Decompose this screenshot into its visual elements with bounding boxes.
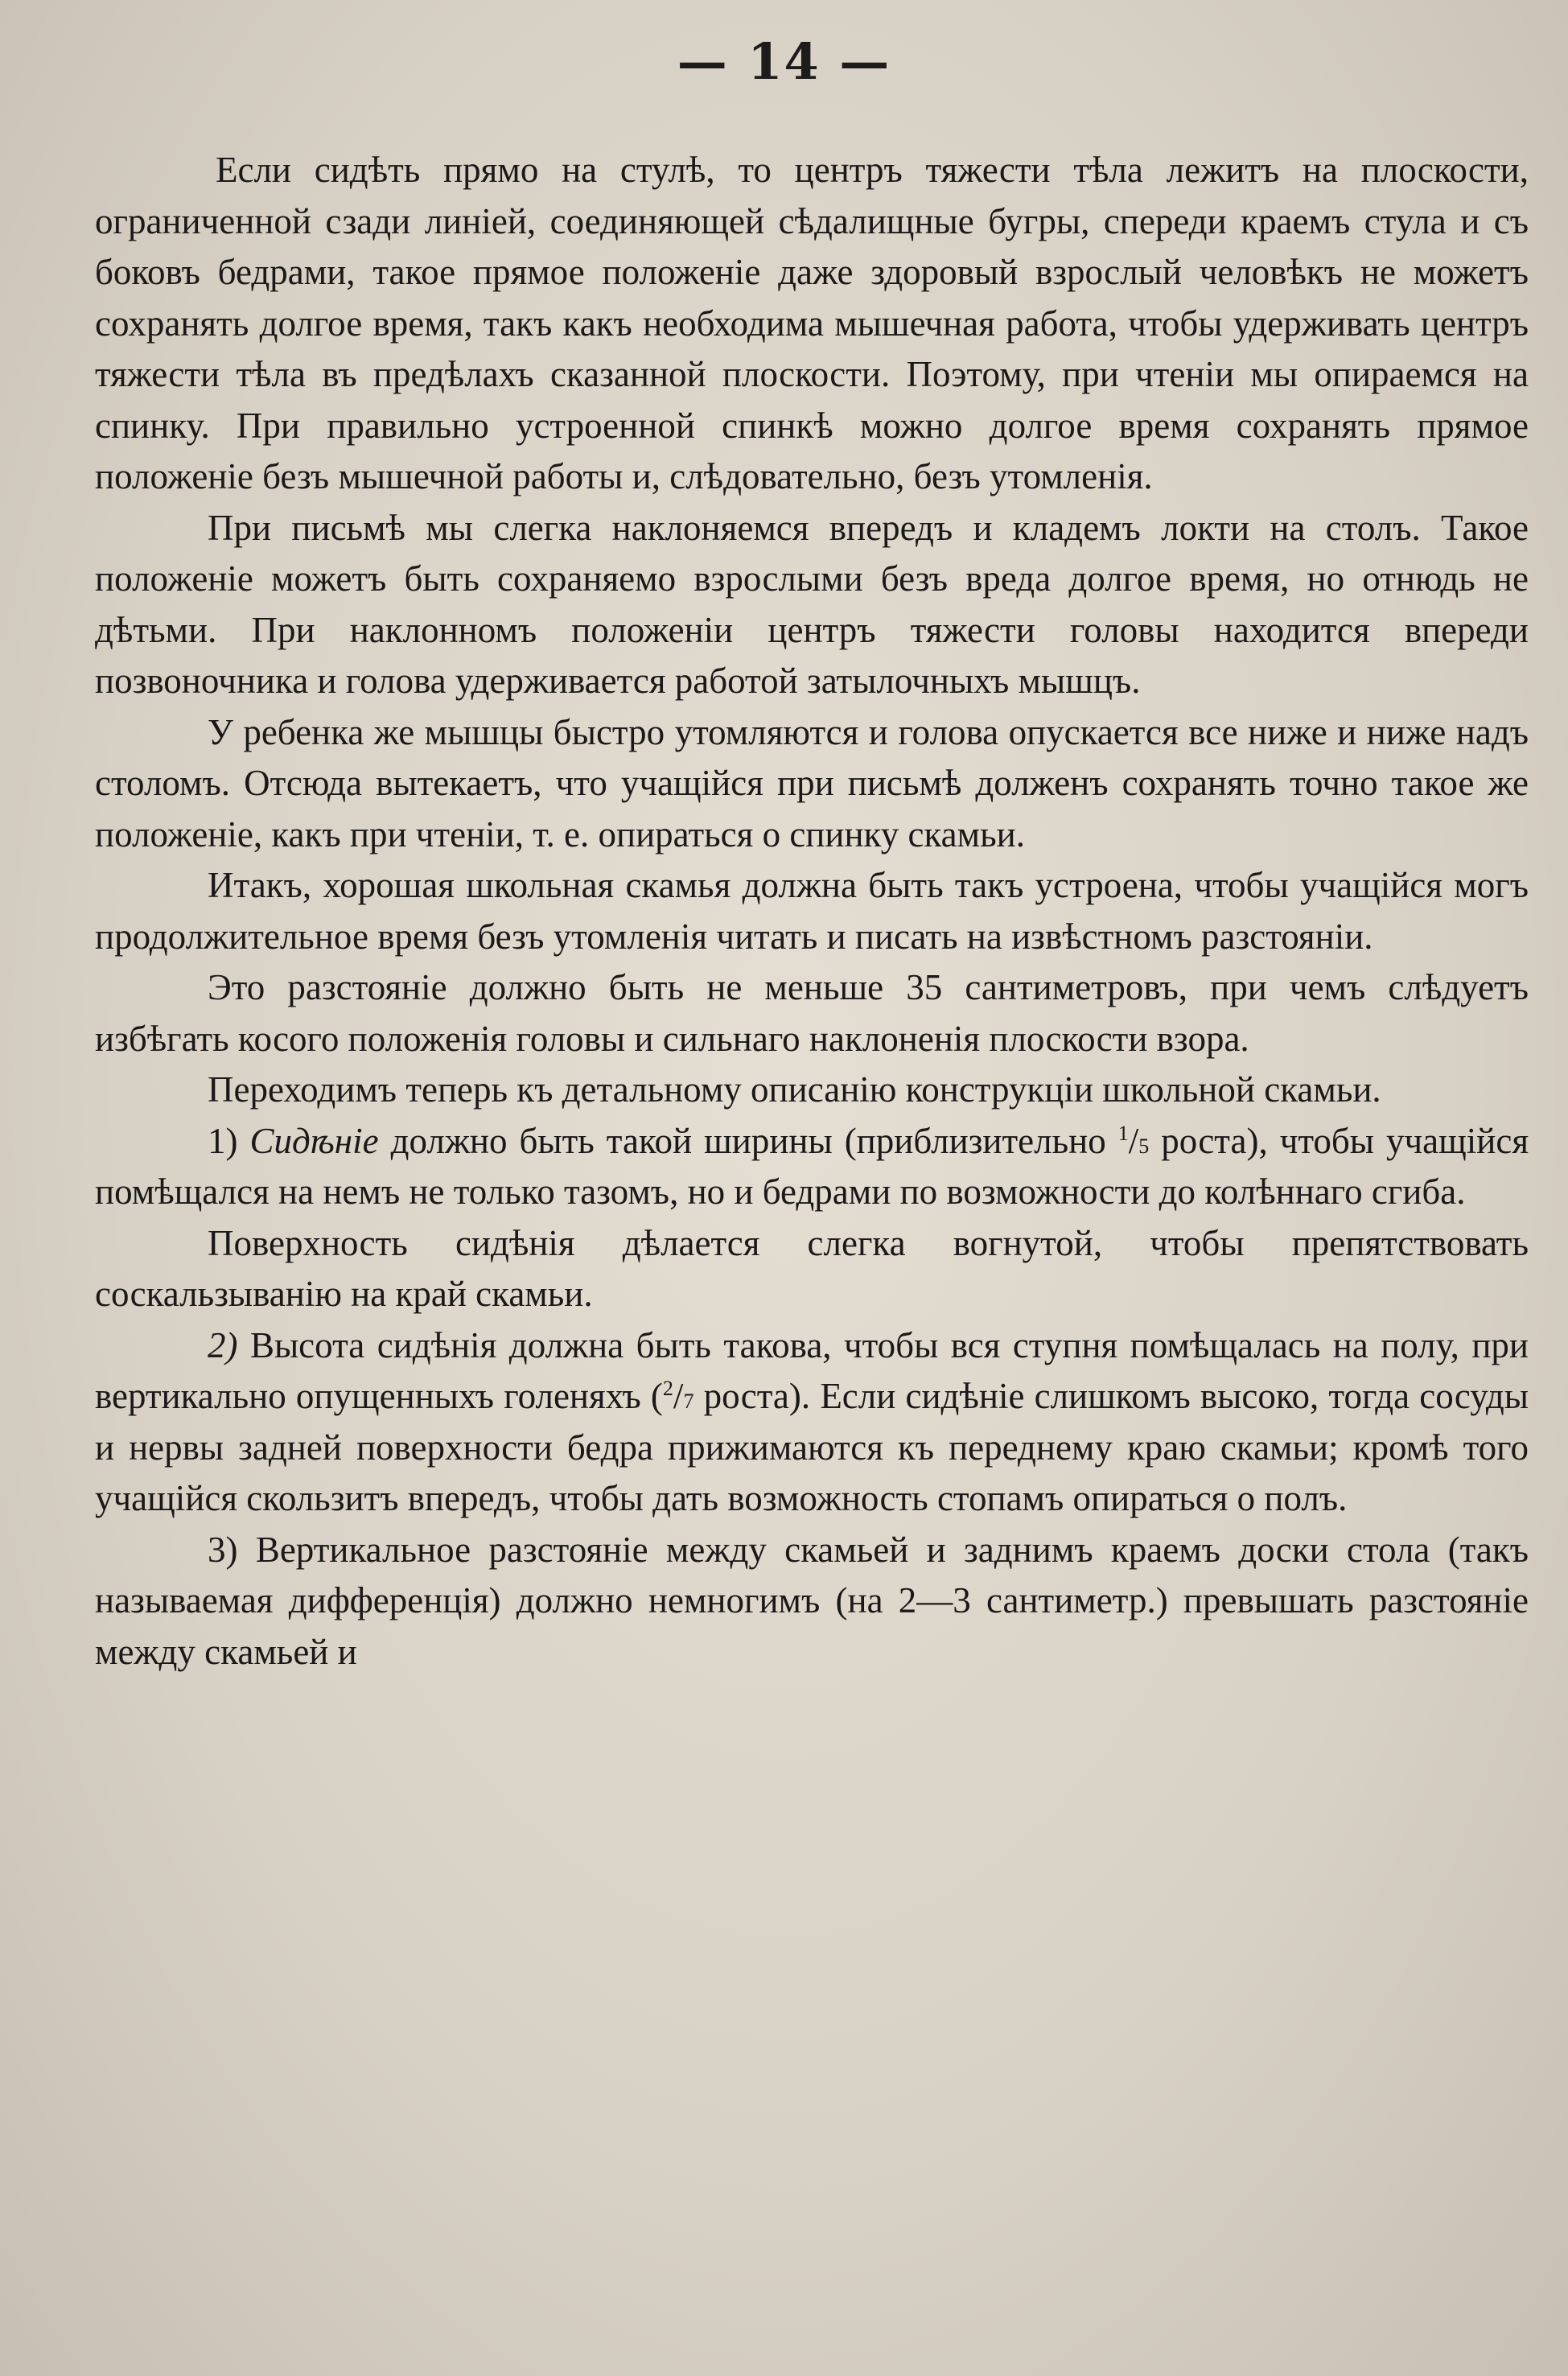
item-text-after: роста), чтобы учащійся помѣщался на немъ не только тазомъ, но и бедрами по возможности до колѣннаго сгиба. — [95, 1120, 1529, 1212]
item-text-before: Высота сидѣнія должна быть такова, чтобы вся ступня помѣщалась на полу, при вертикально опущенныхъ голеняхъ ( — [95, 1324, 1529, 1416]
page-number: — 14 — — [677, 32, 891, 91]
paragraph-6: Переходимъ теперь къ детальному описанію конструкціи школьной скамьи. — [208, 1069, 1381, 1110]
item-number: 2) — [208, 1324, 238, 1365]
paragraph-10 — [95, 1525, 1529, 1678]
item-number: 1) — [208, 1120, 238, 1161]
body-text — [95, 145, 1529, 1678]
paragraph-1: Если сидѣть прямо на стулѣ, то центръ тяжести тѣла лежитъ на плоскости, ограниченной сзади линіей, соединяющей сѣдалищные бугры, спереди краемъ стула и съ боковъ бедрами, такое прямое положеніе даже здоровый взрослый человѣкъ не можетъ сохранять долгое время, такъ какъ необходима мышечная работа, чтобы удерживать центръ тяжести тѣла въ предѣлахъ сказанной плоскости. Поэтому, при чтеніи мы опираемся на спинку. При правильно устроенной спинкѣ можно долгое время сохранять прямое положеніе безъ мышечной работы и, слѣдовательно, безъ утомленія. — [95, 150, 1529, 496]
fraction-denominator: 7 — [683, 1390, 694, 1413]
fraction-denominator: 5 — [1138, 1134, 1150, 1158]
item-term: Сидѣніе — [249, 1120, 379, 1161]
item-text-after: роста). Если сидѣніе слишкомъ высоко, тогда сосуды и нервы задней поверхности бедра прижимаются къ переднему краю скамьи; кромѣ того учащійся скользитъ впередъ, чтобы дать возможность стопамъ опираться о полъ. — [95, 1376, 1529, 1518]
paragraph-3: У ребенка же мышцы быстро утомляются и голова опускается все ниже и ниже надъ столомъ. Отсюда вытекаетъ, что учащійся при письмѣ долженъ сохранять точно такое же положеніе, какъ при чтеніи, т. е. опираться о спинку скамьи. — [95, 711, 1529, 854]
paragraph-4: Итакъ, хорошая школьная скамья должна быть такъ устроена, чтобы учащійся могъ продолжительное время безъ утомленія читать и писать на извѣстномъ разстояніи. — [95, 865, 1529, 957]
fraction-numerator: 1 — [1117, 1121, 1129, 1145]
item-text-before: должно быть такой ширины (приблизительно — [390, 1120, 1106, 1161]
paragraph-8: Поверхность сидѣнія дѣлается слегка вогнутой, чтобы препятствовать соскальзыванію на край скамьи. — [95, 1222, 1529, 1314]
paragraph-2: При письмѣ мы слегка наклоняемся впередъ и кладемъ локти на столъ. Такое положеніе можетъ быть сохраняемо взрослыми безъ вреда долгое время, но отнюдь не дѣтьми. При наклонномъ положеніи центръ тяжести головы находится впереди позвоночника и голова удерживается работой затылочныхъ мышцъ. — [95, 507, 1529, 701]
item-text: Вертикальное разстояніе между скамьей и заднимъ краемъ доски стола (такъ называемая дифференція) должно немногимъ (на 2—3 сантиметр.) превышать разстояніе между скамьей и — [95, 1529, 1529, 1672]
paragraph-5: Это разстояніе должно быть не меньше 35 сантиметровъ, при чемъ слѣдуетъ избѣгать косого положенія головы и сильнаго наклоненія плоскости взора. — [95, 967, 1529, 1059]
paragraph-7: 1) Сидѣніе должно быть такой ширины (приблизительно $^1$/5 роста), чтобы учащійся помѣщался на немъ не только тазомъ, но и бедрами по возможности до колѣннаго сгиба. — [95, 1120, 1529, 1212]
fraction-numerator: 2 — [662, 1377, 673, 1400]
item-number: 3) — [208, 1529, 238, 1570]
paragraph-9: 2) Высота сидѣнія должна быть такова, чтобы вся ступня помѣщалась на полу, при вертикально опущенныхъ голеняхъ ($^2$/7 роста). Если сидѣніе слишкомъ высоко, тогда сосуды и нервы задней поверхности бедра прижимаются къ переднему краю скамьи; кромѣ того учащійся скользитъ впередъ, чтобы дать возможность стопамъ опираться о полъ. — [95, 1324, 1529, 1518]
